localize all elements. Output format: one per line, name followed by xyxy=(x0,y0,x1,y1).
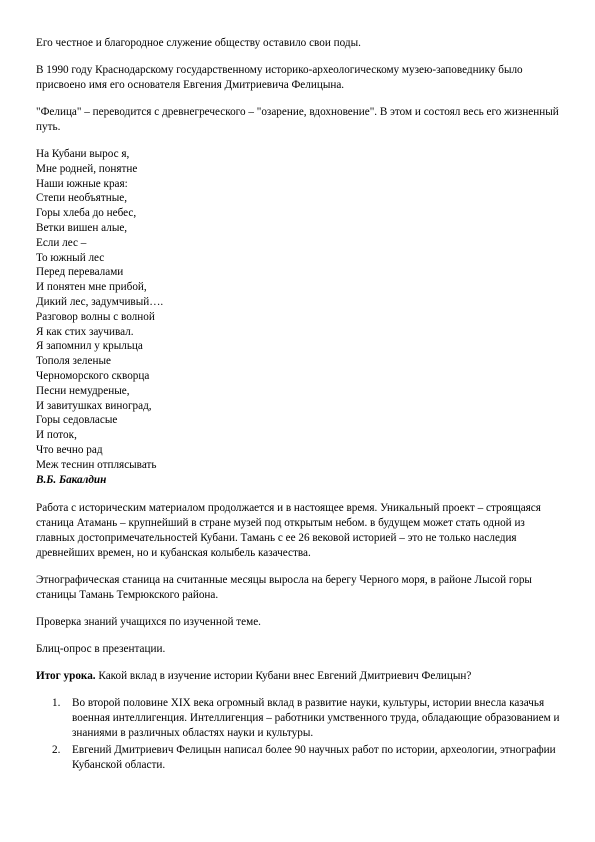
paragraph-service: Его честное и благородное служение обществу оставило свои поды. xyxy=(36,37,361,49)
list-item-text: Евгений Дмитриевич Фелицын написал более 90 научных работ по истории, археологии, этнографии Кубанской области. xyxy=(72,744,556,772)
paragraph-knowledge-check: Проверка знаний учащихся по изученной теме. xyxy=(36,616,261,629)
poem-line: И понятен мне прибой, xyxy=(36,281,147,294)
poem-line: То южный лес xyxy=(36,251,105,264)
poem-author: В.Б. Бакалдин xyxy=(36,473,107,486)
poem-line: И поток, xyxy=(36,429,77,442)
poem-line: Я запомнил у крыльца xyxy=(36,340,143,353)
poem-line: Что вечно рад xyxy=(36,443,103,456)
poem-line: Ветки вишен алые, xyxy=(36,221,128,234)
poem-line: Горы седовласые xyxy=(36,414,118,427)
paragraph-blitz-quiz: Блиц-опрос в презентации. xyxy=(36,643,166,656)
list-item-number: 2. xyxy=(52,744,61,757)
poem-line: Мне родней, понятне xyxy=(36,162,138,175)
summary-list-item xyxy=(36,743,564,773)
list-item-number: 1. xyxy=(52,697,61,710)
poem-line: Песни немудреные, xyxy=(36,384,130,397)
poem-line: Горы хлеба до небес, xyxy=(36,207,137,220)
poem-line: Черноморского скворца xyxy=(36,369,150,382)
poem-line: Меж теснин отплясывать xyxy=(36,458,157,471)
poem-line: Степи необъятные, xyxy=(36,192,127,205)
summary-label: Итог урока. xyxy=(36,670,96,683)
summary-question xyxy=(36,669,564,684)
paragraph-museum-name: В 1990 году Краснодарскому государственному историко-археологическому музею-заповеднику было присвоено имя его основателя Евгения Дмитриевича Фелицына. xyxy=(36,64,523,91)
poem-line: На Кубани вырос я, xyxy=(36,148,130,160)
poem-line: Я как стих заучивал. xyxy=(36,325,134,338)
paragraph-ethnographic-village: Этнографическая станица на считанные месяцы выросла на берегу Черного моря, в районе Лысой горы станицы Тамань Темрюкского района. xyxy=(36,574,532,602)
poem-line: Наши южные края: xyxy=(36,177,128,190)
poem-line: Перед перевалами xyxy=(36,266,124,279)
poem-line: Дикий лес, задумчивый…. xyxy=(36,295,164,308)
summary-list-item xyxy=(36,696,564,741)
poem-line: И завитушках виноград, xyxy=(36,399,152,412)
document-page xyxy=(36,36,564,775)
list-item-text: Во второй половине XIX века огромный вклад в развитие науки, культуры, истории внесла казачья военная интеллигенция. Интеллигенция – работники умственного труда, обладающие образованием и знаниями в различных областях науки и культуры. xyxy=(72,697,560,740)
poem xyxy=(36,147,564,487)
paragraph-ataman-project: Работа с историческим материалом продолжается и в настоящее время. Уникальный проект – строящаяся станица Атамань – крупнейший в стране музей под открытым небом. в будущем может стать одной из главных достопримечательностей Кубани. Тамань с ее 26 вековой историей – это не только наследия древнейших времен, но и кубанская колыбель казачества. xyxy=(36,502,541,560)
summary-list xyxy=(36,696,564,773)
summary-question-text: Какой вклад в изучение истории Кубани внес Евгений Дмитриевич Фелицын? xyxy=(98,670,472,683)
poem-line: Если лес – xyxy=(36,236,87,249)
poem-line: Тополя зеленые xyxy=(36,355,111,368)
paragraph-felitsa-meaning: "Фелица" – переводится с древнегреческого – "озарение, вдохновение". В этом и состоял весь его жизненный путь. xyxy=(36,106,559,133)
poem-line: Разговор волны с волной xyxy=(36,310,155,323)
